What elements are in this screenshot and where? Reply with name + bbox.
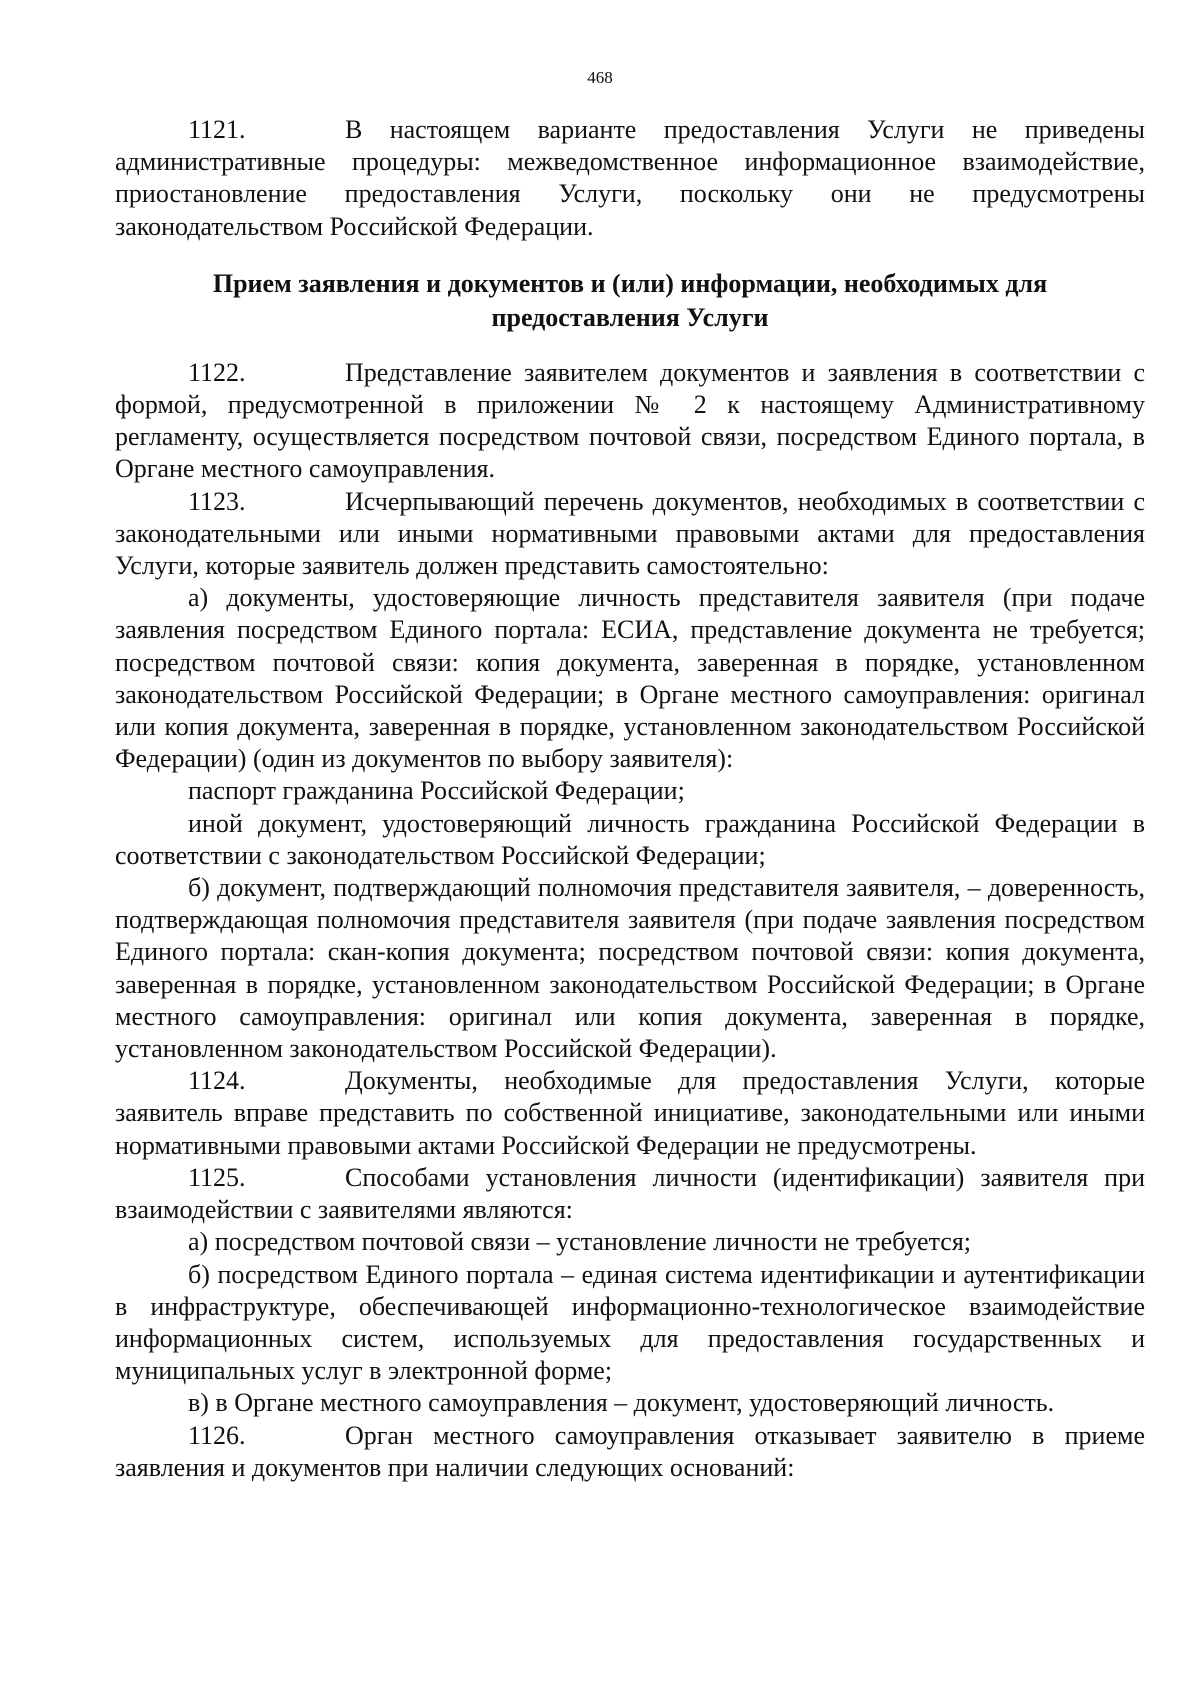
paragraph-1121: [115, 114, 1145, 243]
document-body: [115, 114, 1145, 1484]
list-item-other-document: иной документ, удостоверяющий личность гражданина Российской Федерации в соответствии с законодательством Российской Федерации;: [115, 808, 1145, 870]
paragraph-number: 1123.: [188, 486, 246, 516]
subitem-1125-a: а) посредством почтовой связи – установление личности не требуется;: [188, 1227, 971, 1257]
heading-line-1: Прием заявления и документов и (или) информации, необходимых для: [212, 268, 1048, 298]
paragraph-text: В настоящем варианте предоставления Услуги не приведены административные процедуры: межведомственное информационное взаимодействие, приостановление предоставления Услуги, поскольку они не предусмотрены законодательством Российской Федерации.: [115, 115, 1145, 241]
paragraph-1124: [115, 1065, 1145, 1162]
list-item-passport: паспорт гражданина Российской Федерации;: [188, 776, 685, 806]
paragraph-1125: [115, 1162, 1145, 1226]
paragraph-number: 1126.: [188, 1420, 246, 1450]
subitem-1123-b: б) документ, подтверждающий полномочия представителя заявителя, – доверенность, подтверждающая полномочия представителя заявителя (при подаче заявления посредством Единого портала: скан-копия документа; посредством почтовой связи: копия документа, заверенная в порядке, установленном законодательством Российской Федерации; в Органе местного самоуправления: оригинал или копия документа, заверенная в порядке, установленном законодательством Российской Федерации).: [115, 873, 1145, 1064]
paragraph-number: 1124.: [188, 1066, 246, 1096]
paragraph-number: 1125.: [188, 1162, 246, 1192]
heading-line-2: предоставления Услуги: [491, 302, 769, 332]
paragraph-number: 1122.: [188, 357, 246, 387]
paragraph-text: Способами установления личности (идентификации) заявителя при взаимодействии с заявителями являются:: [115, 1162, 1145, 1225]
paragraph-1126: [115, 1420, 1145, 1484]
paragraph-text: Исчерпывающий перечень документов, необходимых в соответствии с законодательными или иными нормативными правовыми актами для предоставления Услуги, которые заявитель должен представить самостоятельно:: [115, 486, 1145, 581]
paragraph-1123: [115, 486, 1145, 583]
paragraph-text: Документы, необходимые для предоставления Услуги, которые заявитель вправе представить по собственной инициативе, законодательными или иными нормативными правовыми актами Российской Федерации не предусмотрены.: [115, 1066, 1145, 1160]
subitem-1123-a: а) документы, удостоверяющие личность представителя заявителя (при подаче заявления посредством Единого портала: ЕСИА, представление документа не требуется; посредством почтовой связи: копия документа, заверенная в порядке, установленном законодательством Российской Федерации; в Органе местного самоуправления: оригинал или копия документа, заверенная в порядке, установленном законодательством Российской Федерации) (один из документов по выбору заявителя):: [115, 583, 1145, 774]
section-heading: [115, 267, 1145, 335]
paragraph-text: Орган местного самоуправления отказывает заявителю в приеме заявления и документов при наличии следующих оснований:: [115, 1420, 1145, 1482]
subitem-1125-c: в) в Органе местного самоуправления – документ, удостоверяющий личность.: [188, 1388, 1055, 1418]
paragraph-number: 1121.: [188, 115, 246, 144]
paragraph-1122: [115, 357, 1145, 486]
paragraph-text: Представление заявителем документов и заявления в соответствии с формой, предусмотренной в приложении № 2 к настоящему Административному регламенту, осуществляется посредством почтовой связи, посредством Единого портала, в Органе местного самоуправления.: [115, 357, 1145, 484]
page-number: 468: [587, 68, 613, 87]
subitem-1125-b: б) посредством Единого портала – единая система идентификации и аутентификации в инфраструктуре, обеспечивающей информационно-технологическое взаимодействие информационных систем, используемых для предоставления государственных и муниципальных услуг в электронной форме;: [115, 1259, 1145, 1386]
